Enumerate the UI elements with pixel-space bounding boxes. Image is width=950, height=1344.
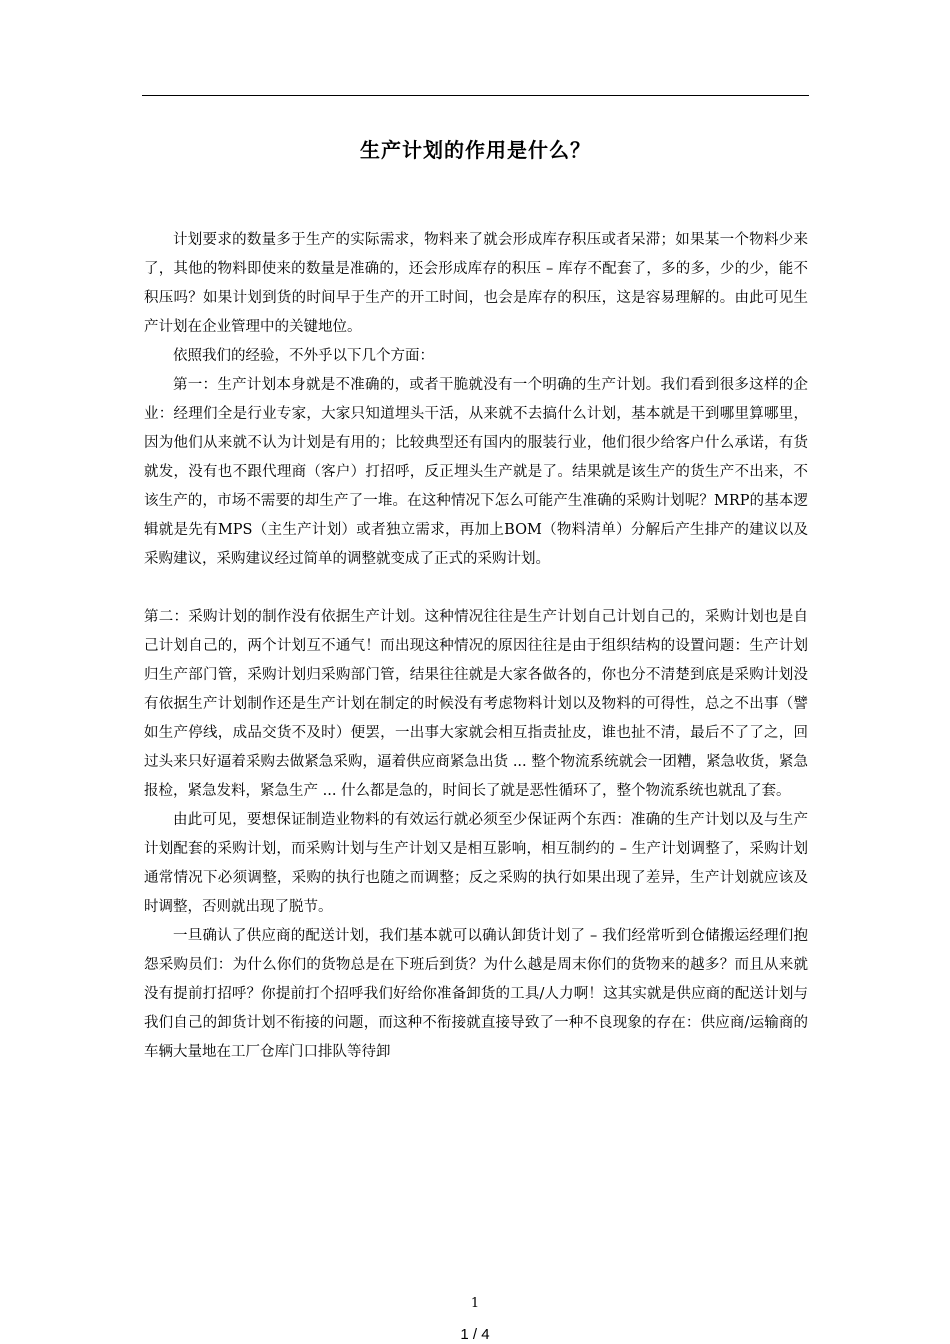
page-indicator: 1 / 4 [460,1326,490,1343]
paragraph-intro: 计划要求的数量多于生产的实际需求，物料来了就会形成库存积压或者呆滞；如果某一个物料少来了，其他的物料即使来的数量是准确的，还会形成库存的积压 – 库存不配套了，多的多，少的少，能不积压吗？如果计划到货的时间早于生产的开工时间，也会是库存的积压，这是容易理解的。由此可见生产计划在企业管理中的关键地位。 [144,232,808,335]
paragraph-first-point: 第一：生产计划本身就是不准确的，或者干脆就没有一个明确的生产计划。我们看到很多这样的企业：经理们全是行业专家，大家只知道埋头干活，从来就不去搞什么计划，基本就是干到哪里算哪里，因为他们从来就不认为计划是有用的；比较典型还有国内的服装行业，他们很少给客户什么承诺，有货就发，没有也不跟代理商（客户）打招呼，反正埋头生产就是了。结果就是该生产的货生产不出来，不该生产的，市场不需要的却生产了一堆。在这种情况下怎么可能产生准确的采购计划呢？MRP的基本逻辑就是先有MPS（主生产计划）或者独立需求，再加上BOM（物料清单）分解后产生排产的建议以及采购建议，采购建议经过简单的调整就变成了正式的采购计划。 [144,377,808,567]
paragraph-second-point: 第二：采购计划的制作没有依据生产计划。这种情况往往是生产计划自己计划自己的，采购计划也是自己计划自己的，两个计划互不通气！而出现这种情况的原因往往是由于组织结构的设置问题：生产计划归生产部门管，采购计划归采购部门管，结果往往就是大家各做各的，你也分不清楚到底是采购计划没有依据生产计划制作还是生产计划在制定的时候没有考虑物料计划以及物料的可得性，总之不出事（譬如生产停线，成品交货不及时）便罢，一出事大家就会相互指责扯皮，谁也扯不清，最后不了了之，回过头来只好逼着采购去做紧急采购，逼着供应商紧急出货 ... 整个物流系统就会一团糟，紧急收货，紧急报检，紧急发料，紧急生产 ... 什么都是急的，时间长了就是恶性循环了，整个物流系统也就乱了套。 [144,609,808,799]
header-rule [142,95,809,96]
document-title: 生产计划的作用是什么？ [360,138,591,162]
document-body [144,226,808,1067]
paragraph-spacer [144,574,808,603]
paragraph-experience: 依照我们的经验，不外乎以下几个方面： [173,348,434,364]
paragraph-delivery: 一旦确认了供应商的配送计划，我们基本就可以确认卸货计划了 – 我们经常听到仓储搬运经理们抱怨采购员们：为什么你们的货物总是在下班后到货？为什么越是周末你们的货物来的越多？而且从来就没有提前打招呼？你提前打个招呼我们好给你准备卸货的工具/人力啊！这其实就是供应商的配送计划与我们自己的卸货计划不衔接的问题，而这种不衔接就直接导致了一种不良现象的存在：供应商/运输商的车辆大量地在工厂仓库门口排队等待卸 [144,928,808,1060]
page-number: 1 [470,1296,480,1311]
paragraph-conclusion: 由此可见，要想保证制造业物料的有效运行就必须至少保证两个东西：准确的生产计划以及与生产计划配套的采购计划，而采购计划与生产计划又是相互影响，相互制约的 – 生产计划调整了，采购计划通常情况下必须调整，采购的执行也随之而调整；反之采购的执行如果出现了差异，生产计划就应该及时调整，否则就出现了脱节。 [144,812,808,915]
